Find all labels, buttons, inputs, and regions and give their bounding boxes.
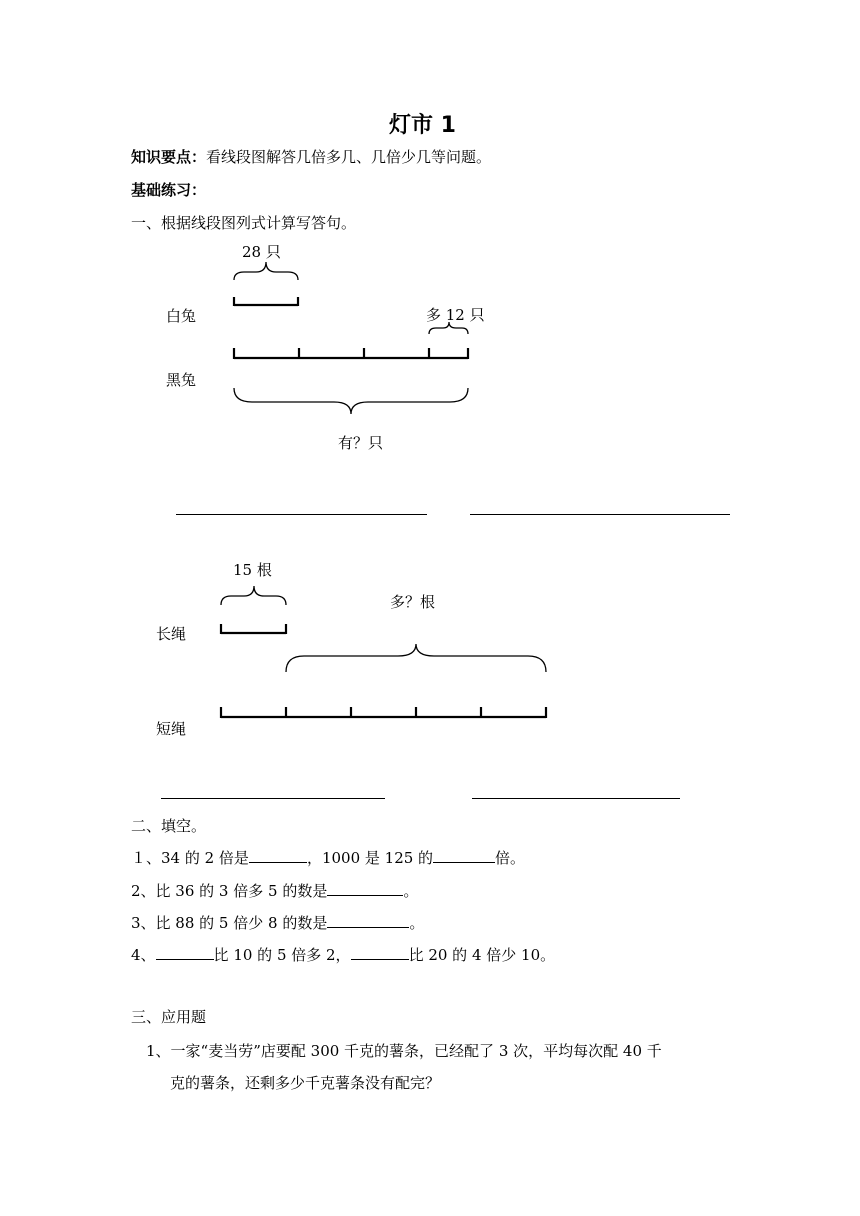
application-question-1-line1: 1、一家“麦当劳”店要配 300 千克的薯条，已经配了 3 次，平均每次配 40 千 xyxy=(146,1042,662,1060)
section2-heading: 二、填空。 xyxy=(131,817,207,835)
fig1-top-brace xyxy=(234,262,298,280)
section3-heading: 三、应用题 xyxy=(131,1008,207,1026)
answer-line-1b[interactable] xyxy=(470,514,730,515)
fill-item-2-part-b: 。 xyxy=(403,882,419,900)
fill-blank-3[interactable] xyxy=(327,927,409,928)
fig1-extra-label: 多 12 只 xyxy=(426,306,485,324)
fill-item-4-part-b: 比 10 的 5 倍多 2， xyxy=(213,946,351,964)
fill-blank-4a[interactable] xyxy=(156,959,214,960)
fig1-extra-brace xyxy=(429,322,468,334)
key-points-label: 知识要点： xyxy=(131,148,207,166)
fig2-top-brace xyxy=(221,586,286,605)
answer-line-2a[interactable] xyxy=(161,798,385,799)
answer-line-1a[interactable] xyxy=(176,514,427,515)
fill-blank-2[interactable] xyxy=(327,895,403,896)
fill-blank-1a[interactable] xyxy=(249,862,307,863)
fill-item-1 xyxy=(131,847,525,868)
basic-practice-heading: 基础练习： xyxy=(131,181,207,199)
fill-item-1-part-b: ，1000 是 125 的 xyxy=(306,849,434,867)
section1-heading: 一、根据线段图列式计算写答句。 xyxy=(131,214,357,232)
fig1-row1-label: 白兔 xyxy=(166,307,197,325)
fill-item-4 xyxy=(131,944,555,965)
fig1-total-brace xyxy=(234,388,468,414)
key-points-text: 看线段图解答几倍多几、几倍少几等问题。 xyxy=(206,148,492,166)
fig1-top-label: 28 只 xyxy=(242,243,281,261)
fill-item-3-part-a: 3、比 88 的 5 倍少 8 的数是 xyxy=(131,914,328,932)
fill-item-3 xyxy=(131,912,424,933)
fill-item-3-part-b: 。 xyxy=(409,914,425,932)
fig2-top-label: 15 根 xyxy=(233,561,272,579)
fig1-row2-label: 黑兔 xyxy=(166,371,197,389)
page-title: 灯市 1 xyxy=(389,113,456,138)
fig2-total-label: 多？根 xyxy=(390,593,436,611)
answer-line-2b[interactable] xyxy=(472,798,680,799)
fill-item-4-part-c: 比 20 的 4 倍少 10。 xyxy=(408,946,556,964)
application-question-1-line2: 克的薯条，还剩多少千克薯条没有配完？ xyxy=(170,1074,441,1092)
fig1-total-label: 有？只 xyxy=(338,434,384,452)
fill-item-4-part-a: 4、 xyxy=(131,946,156,964)
fill-item-2-part-a: 2、比 36 的 3 倍多 5 的数是 xyxy=(131,882,328,900)
fig2-total-brace xyxy=(286,644,546,672)
fill-item-2 xyxy=(131,880,418,901)
fill-blank-1b[interactable] xyxy=(433,862,495,863)
fill-item-1-part-a: １、34 的 2 倍是 xyxy=(131,849,249,867)
fill-blank-4b[interactable] xyxy=(351,959,409,960)
fig2-row1-label: 长绳 xyxy=(156,625,187,643)
fill-item-1-part-c: 倍。 xyxy=(495,849,526,867)
fig2-row2-label: 短绳 xyxy=(156,720,187,738)
